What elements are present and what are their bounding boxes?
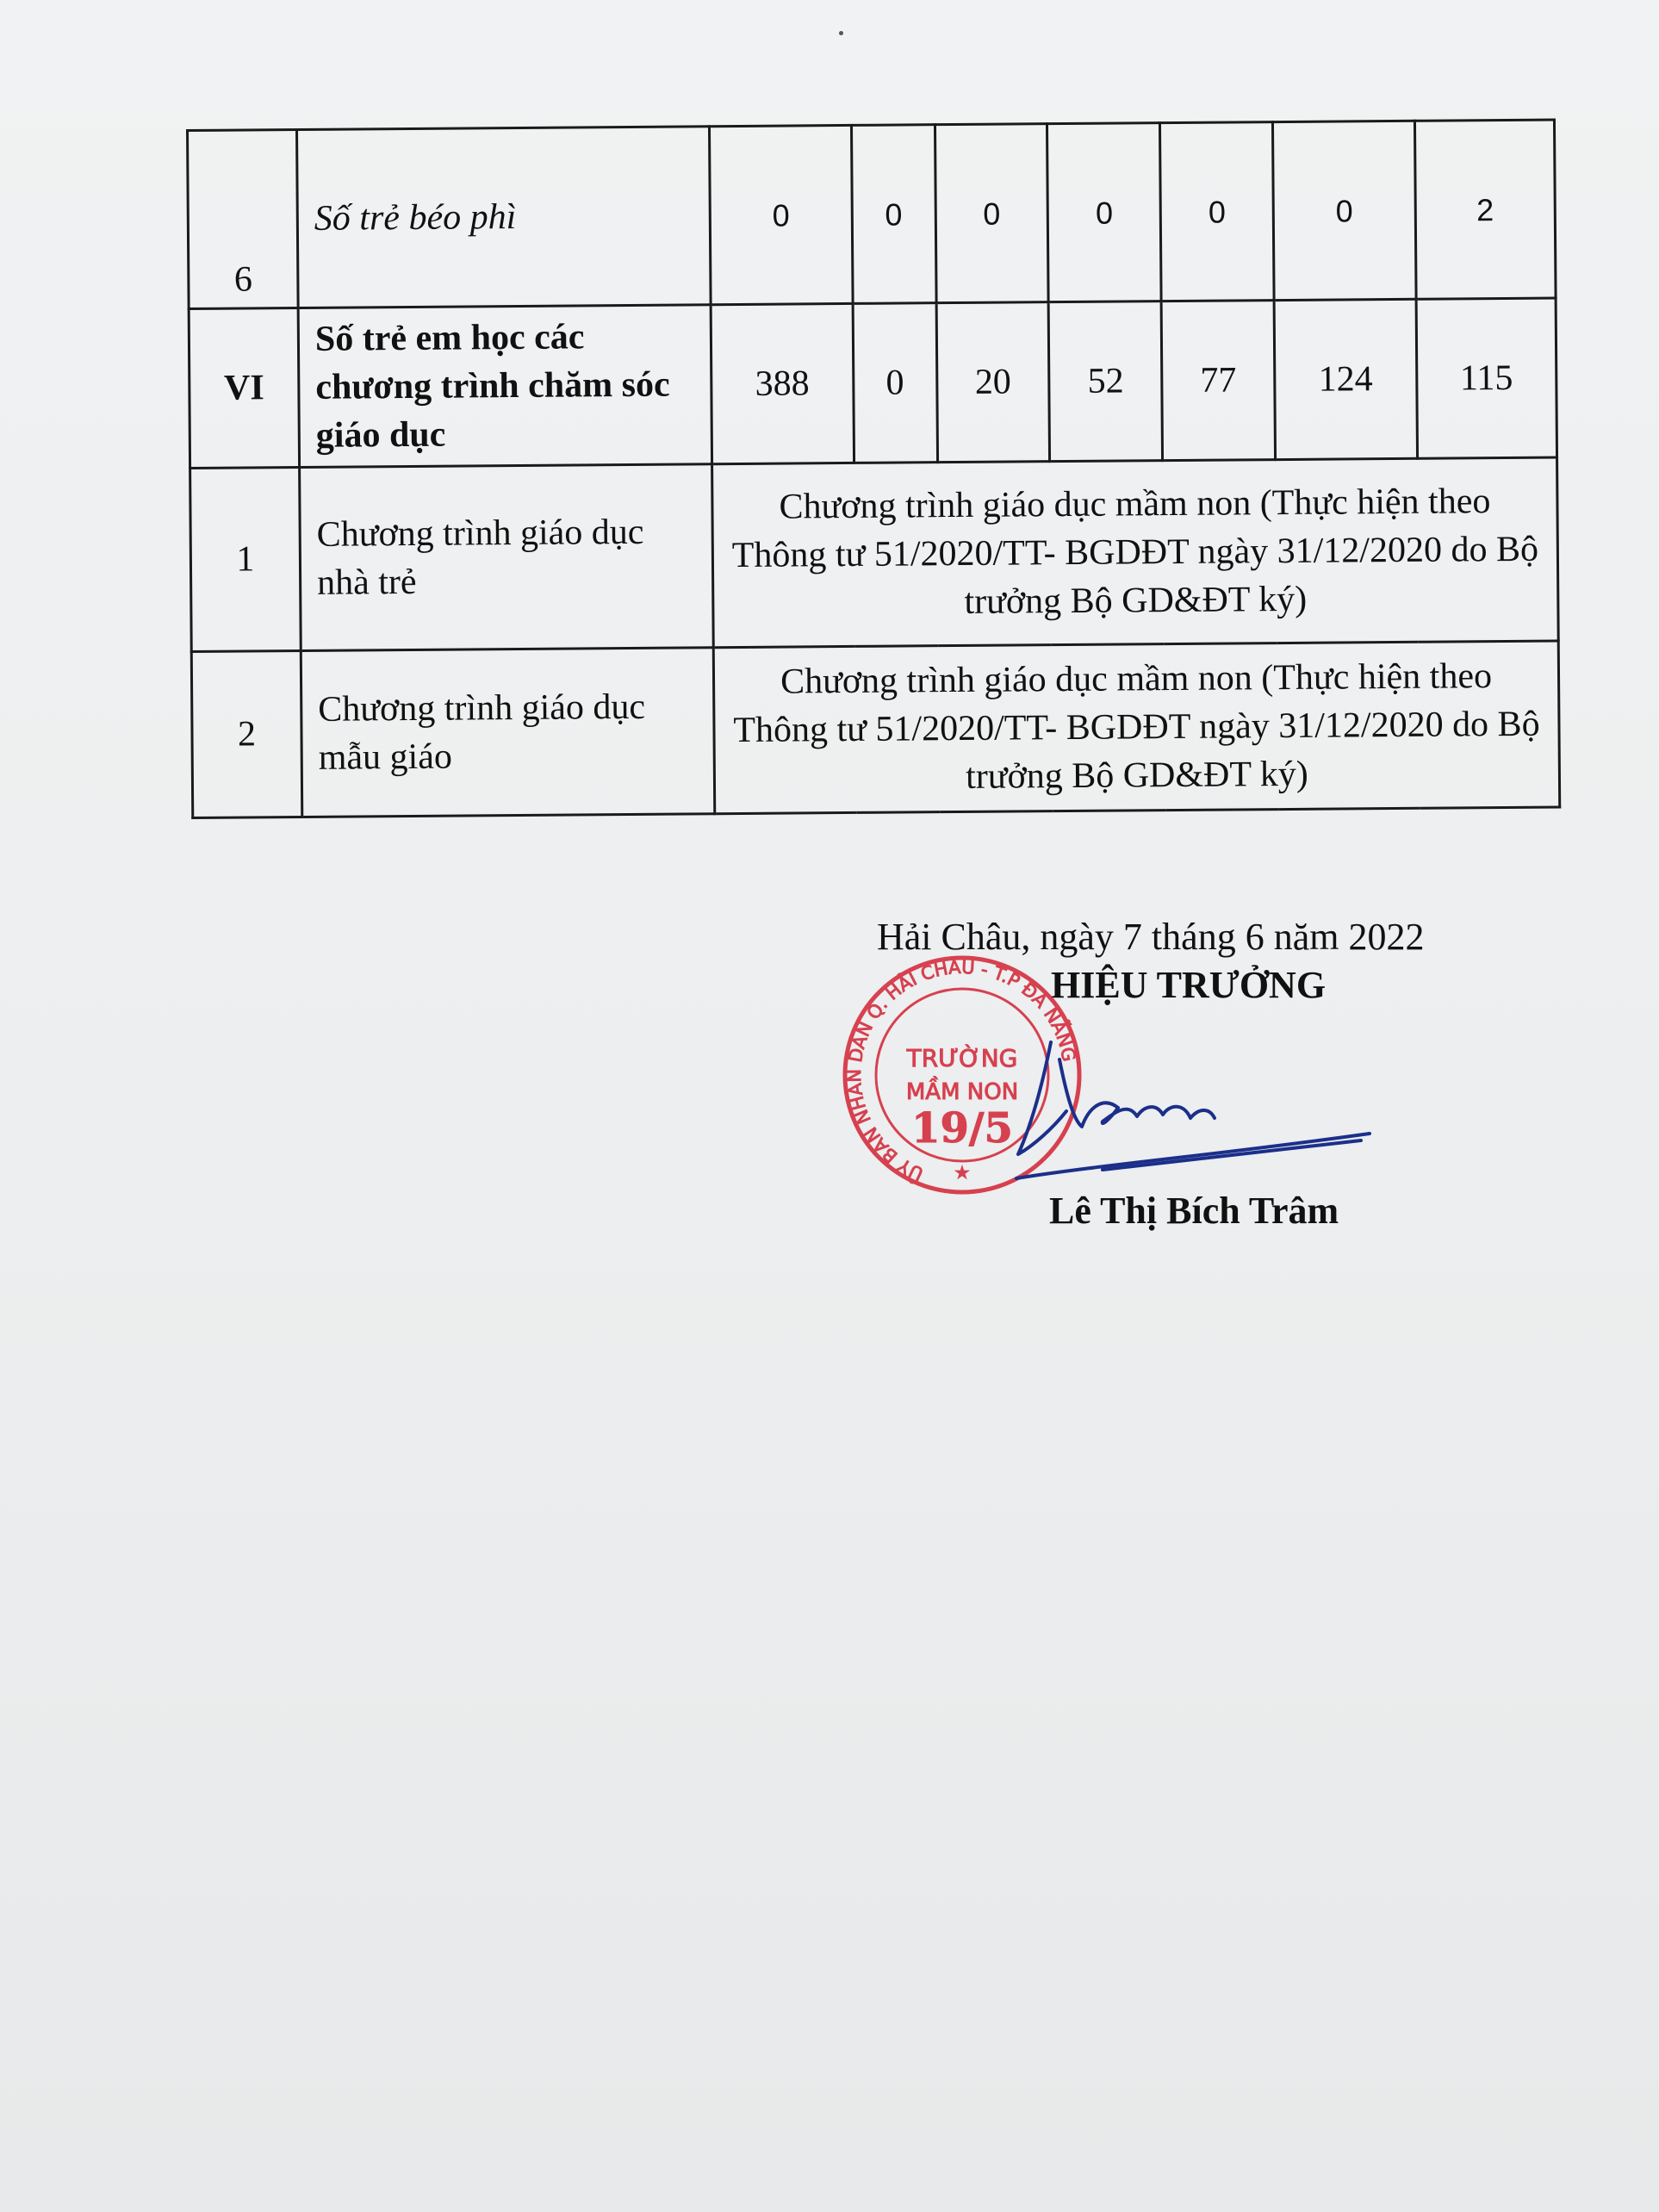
table-cell: 0 [709, 125, 852, 304]
signer-name: Lê Thị Bích Trâm [1049, 1190, 1339, 1232]
table-row [188, 120, 1556, 308]
table-cell: 0 [853, 303, 937, 463]
table-cell: 0 [1272, 121, 1415, 300]
table-row [191, 641, 1559, 817]
row-index: 1 [190, 467, 301, 651]
row-index: 2 [191, 650, 302, 817]
table-row [189, 298, 1556, 468]
table-cell: 0 [851, 125, 936, 304]
table-cell: 52 [1049, 301, 1163, 462]
merged-cell: Chương trình giáo dục mầm non (Thực hiện theo Thông tư 51/2020/TT- BGDĐT ngày 31/12/2020 do Bộ trưởng Bộ GD&ĐT ký) [713, 641, 1559, 814]
table-cell: 0 [1047, 123, 1161, 302]
table-cell: 388 [711, 303, 854, 463]
table-cell: 115 [1416, 298, 1557, 458]
row-index: 6 [188, 129, 299, 308]
merged-cell: Chương trình giáo dục mầm non (Thực hiện theo Thông tư 51/2020/TT- BGDĐT ngày 31/12/2020 do Bộ trưởng Bộ GD&ĐT ký) [712, 457, 1559, 648]
row-label: Số trẻ em học các chương trình chăm sóc giáo dục [298, 305, 711, 468]
table-cell: 20 [936, 302, 1050, 463]
handwritten-signature [999, 1025, 1378, 1180]
signature-date-line: Hải Châu, ngày 7 tháng 6 năm 2022 [877, 916, 1425, 958]
table-cell: 77 [1161, 301, 1275, 461]
table-cell: 0 [1160, 122, 1274, 301]
table-cell: 2 [1414, 120, 1556, 299]
row-label: Chương trình giáo dục nhà trẻ [300, 464, 714, 651]
row-index: VI [189, 308, 299, 468]
stamp-star-icon: ★ [954, 1162, 970, 1183]
table-cell: 0 [935, 124, 1048, 303]
row-label: Số trẻ béo phì [297, 127, 711, 308]
speck [839, 31, 843, 35]
table-cell: 124 [1274, 299, 1417, 459]
table-row [190, 457, 1559, 651]
stamp-ring-text: ỦY BAN NHÂN DÂN Q. HẢI CHÂU - T.P ĐÀ NẴNG [843, 956, 1080, 1185]
stamp-line1: TRƯỜNG [906, 1044, 1018, 1072]
stamp-line2: MẦM NON [905, 1079, 1019, 1105]
statistics-table [186, 119, 1561, 819]
row-label: Chương trình giáo dục mẫu giáo [301, 648, 715, 817]
stamp-line3: 19/5 [911, 1104, 1013, 1153]
signature-role: HIỆU TRƯỞNG [1051, 964, 1327, 1006]
